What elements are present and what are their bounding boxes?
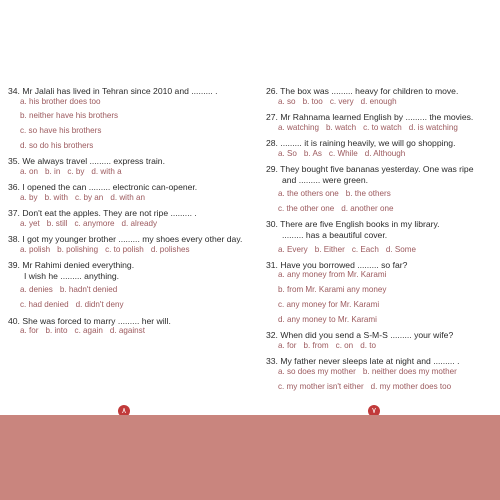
question-text: 38. I got my younger brother ......... my shoes every other day. (8, 234, 243, 245)
answer-option[interactable]: a. watching (278, 122, 319, 132)
options-row (20, 111, 250, 122)
answer-option[interactable]: b. with (44, 192, 68, 202)
answer-option[interactable]: b. Either (314, 244, 345, 254)
question-text: 27. Mr Rahnama learned English by ......... the movies. (266, 111, 474, 122)
question-continuation: and ......... were green. (282, 174, 368, 185)
answer-option[interactable]: c. my mother isn't either (278, 381, 364, 391)
answer-option[interactable]: d. any money to Mr. Karami (278, 314, 377, 324)
question-block (266, 260, 494, 326)
page-number-left: ٨ (118, 405, 130, 417)
question-text: 39. Mr Rahimi denied everything. (8, 260, 135, 271)
answer-option[interactable]: b. neither have his brothers (20, 111, 119, 121)
page-number-right: ٧ (368, 405, 380, 417)
answer-option[interactable]: a. so does my mother (278, 366, 356, 376)
footer-band (0, 415, 500, 500)
options-row (278, 245, 494, 256)
options-row (20, 126, 250, 137)
question-text: 40. She was forced to marry ......... her will. (8, 315, 171, 326)
question-block (8, 182, 250, 203)
answer-option[interactable]: d. my mother does too (370, 381, 452, 391)
options-row (278, 270, 494, 281)
answer-option[interactable]: c. any money for Mr. Karami (278, 300, 380, 310)
question-text: 30. There are five English books in my library. (266, 219, 440, 230)
options-row (278, 97, 494, 108)
answer-option[interactable]: a. polish (20, 244, 51, 254)
question-text: 31. Have you borrowed ......... so far? (266, 259, 408, 270)
options-row (20, 97, 250, 108)
options-row (20, 326, 250, 337)
question-block (266, 356, 494, 392)
answer-option[interactable]: c. again (74, 326, 103, 336)
answer-option[interactable]: c. on (335, 340, 354, 350)
question-text: 28. ......... it is raining heavily, we will go shopping. (266, 137, 456, 148)
answer-option[interactable]: d. with a (91, 166, 122, 176)
answer-option[interactable]: b. in (45, 166, 61, 176)
question-block (266, 219, 494, 255)
answer-option[interactable]: c. very (329, 96, 354, 106)
answer-option[interactable]: a. his brother does too (20, 96, 101, 106)
answer-option[interactable]: a. on (20, 166, 39, 176)
answer-option[interactable]: d. is watching (408, 122, 458, 132)
answer-option[interactable]: d. against (109, 326, 145, 336)
right-column (266, 86, 494, 397)
options-row (278, 189, 494, 200)
options-row (278, 300, 494, 311)
answer-option[interactable]: a. by (20, 192, 38, 202)
question-text: 32. When did you send a S-M-S ......... your wife? (266, 330, 454, 341)
answer-option[interactable]: c. by (67, 166, 85, 176)
answer-option[interactable]: b. watch (325, 122, 357, 132)
options-row (20, 245, 250, 256)
question-text: 35. We always travel ......... express train. (8, 156, 165, 167)
answer-option[interactable]: b. polishing (57, 244, 99, 254)
options-row (278, 367, 494, 378)
question-block (8, 234, 250, 255)
answer-option[interactable]: c. so have his brothers (20, 126, 102, 136)
answer-option[interactable]: c. the other one (278, 203, 335, 213)
options-row (20, 285, 250, 296)
answer-option[interactable]: c. had denied (20, 300, 69, 310)
options-row (278, 315, 494, 326)
question-text: 36. I opened the can ......... electronic can-opener. (8, 182, 198, 193)
question-block (8, 316, 250, 337)
options-row (20, 193, 250, 204)
question-continuation: I wish he ......... anything. (24, 270, 120, 281)
answer-option[interactable]: b. the others (345, 189, 391, 199)
question-text: 37. Don't eat the apples. They are not ripe ......... . (8, 208, 197, 219)
answer-option[interactable]: a. so (278, 96, 296, 106)
question-block (8, 260, 250, 311)
question-block (266, 86, 494, 107)
answer-option[interactable]: a. for (20, 326, 39, 336)
answer-option[interactable]: d. enough (360, 96, 397, 106)
answer-option[interactable]: c. to polish (105, 244, 144, 254)
question-block (266, 138, 494, 159)
answer-option[interactable]: b. from Mr. Karami any money (278, 285, 387, 295)
answer-option[interactable]: a. the others one (278, 189, 339, 199)
answer-option[interactable]: b. too (302, 96, 323, 106)
answer-option[interactable]: c. anymore (74, 218, 115, 228)
question-block (8, 86, 250, 152)
question-block (266, 330, 494, 351)
question-block (8, 208, 250, 229)
answer-option[interactable]: c. to watch (363, 122, 402, 132)
answer-option[interactable]: b. As (303, 148, 322, 158)
answer-option[interactable]: a. for (278, 340, 297, 350)
question-text: 33. My father never sleeps late at night and ......... . (266, 356, 460, 367)
question-block (266, 112, 494, 133)
answer-option[interactable]: d. another one (341, 203, 394, 213)
question-text: 29. They bought five bananas yesterday. One was ripe (266, 163, 474, 174)
answer-option[interactable]: d. didn't deny (75, 300, 124, 310)
question-block (8, 156, 250, 177)
options-row (278, 204, 494, 215)
options-row (278, 123, 494, 134)
answer-option[interactable]: d. so do his brothers (20, 140, 94, 150)
answer-option[interactable]: b. into (45, 326, 68, 336)
options-row (20, 141, 250, 152)
answer-option[interactable]: b. from (303, 340, 329, 350)
question-text: 34. Mr Jalali has lived in Tehran since 2010 and ......... . (8, 86, 218, 96)
answer-option[interactable]: a. Every (278, 244, 308, 254)
answer-option[interactable]: d. already (121, 218, 158, 228)
options-row (278, 149, 494, 160)
answer-option[interactable]: b. still (46, 218, 68, 228)
question-block (266, 164, 494, 215)
answer-option[interactable]: c. While (328, 148, 358, 158)
options-row (278, 341, 494, 352)
question-text: 26. The box was ......... heavy for children to move. (266, 86, 459, 96)
answer-option[interactable]: c. Each (351, 244, 379, 254)
answer-option[interactable]: a. yet (20, 218, 40, 228)
options-row (20, 167, 250, 178)
answer-option[interactable]: a. So (278, 148, 297, 158)
answer-option[interactable]: a. denies (20, 285, 53, 295)
answer-option[interactable]: d. to (360, 340, 376, 350)
answer-option[interactable]: a. any money from Mr. Karami (278, 270, 387, 280)
left-column (8, 86, 250, 342)
answer-option[interactable]: d. polishes (150, 244, 190, 254)
options-row (278, 382, 494, 393)
question-continuation: ......... has a beautiful cover. (282, 229, 388, 240)
answer-option[interactable]: b. hadn't denied (59, 285, 118, 295)
options-row (20, 300, 250, 311)
answer-option[interactable]: c. by an (74, 192, 104, 202)
options-row (278, 285, 494, 296)
answer-option[interactable]: d. Although (364, 148, 406, 158)
options-row (20, 219, 250, 230)
answer-option[interactable]: d. Some (385, 244, 417, 254)
answer-option[interactable]: d. with an (110, 192, 145, 202)
answer-option[interactable]: b. neither does my mother (362, 366, 457, 376)
